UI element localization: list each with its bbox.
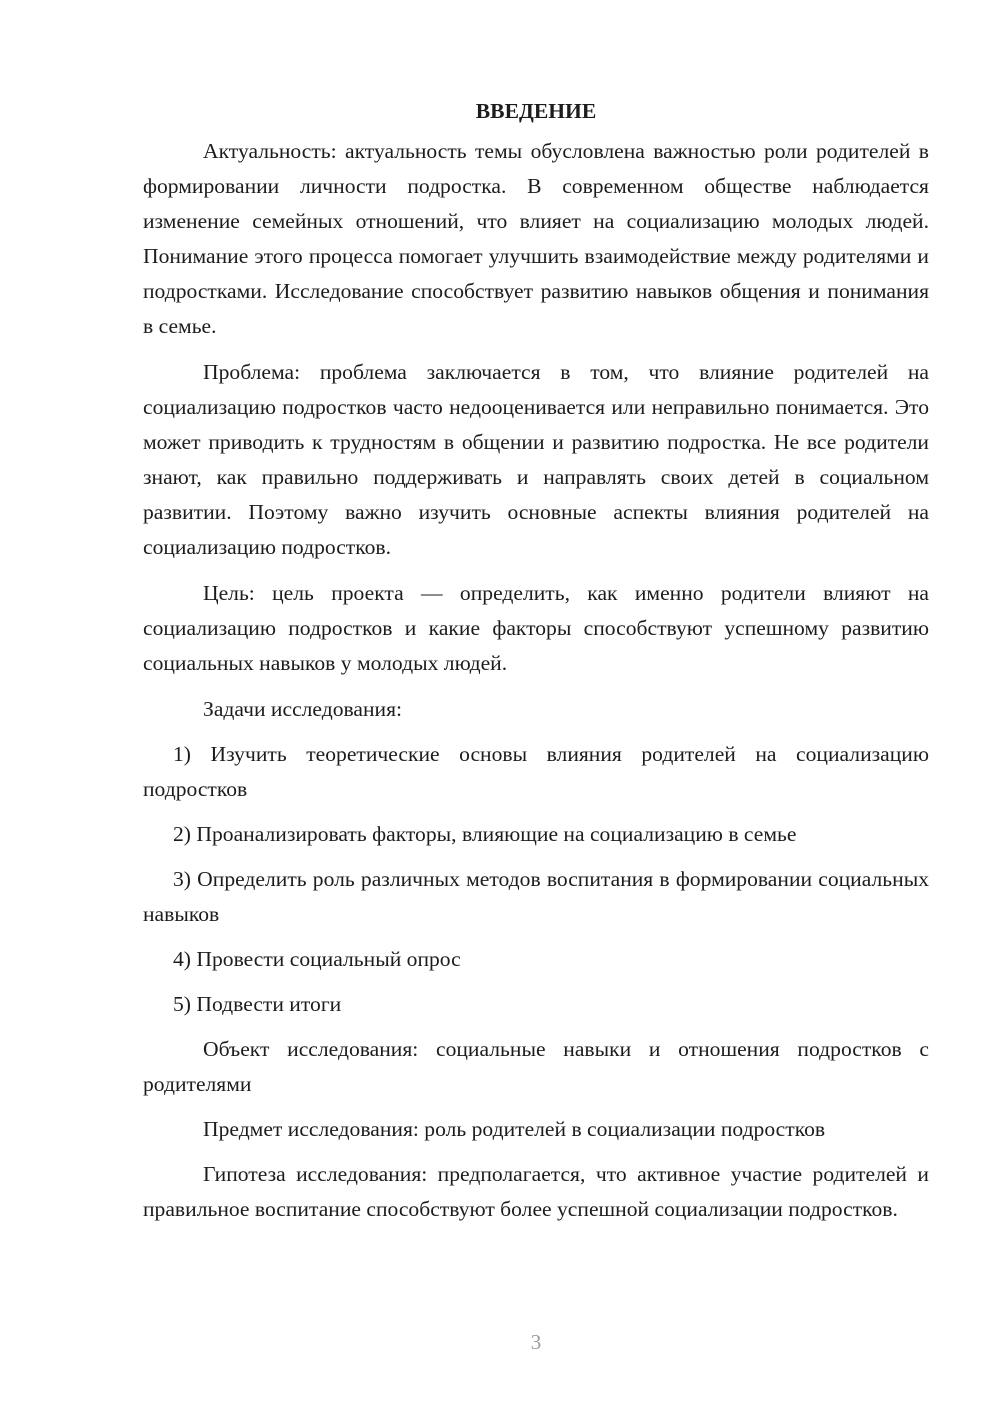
section-heading: ВВЕДЕНИЕ — [475, 99, 597, 123]
object-paragraph: Объект исследования: социальные навыки и отношения подростков с родителями — [143, 1037, 929, 1096]
task-item-3: 3) Определить роль различных методов воспитания в формировании социальных навыков — [143, 867, 929, 926]
subject-paragraph: Предмет исследования: роль родителей в социализации подростков — [203, 1117, 826, 1141]
page-number: 3 — [530, 1330, 542, 1354]
document-page — [143, 94, 929, 1238]
task-item-5: 5) Подвести итоги — [173, 992, 342, 1016]
task-item-1: 1) Изучить теоретические основы влияния родителей на социализацию подростков — [143, 742, 929, 801]
problem-paragraph: Проблема: проблема заключается в том, что влияние родителей на социализацию подростков часто недооценивается или неправильно понимается. Это может приводить к трудностям в общении и развитию подростка. Не все родители знают, как правильно поддерживать и направлять своих детей в социальном развитии. Поэтому важно изучить основные аспекты влияния родителей на социализацию подростков. — [143, 360, 929, 559]
task-item-4: 4) Провести социальный опрос — [173, 947, 461, 971]
relevance-paragraph: Актуальность: актуальность темы обусловлена важностью роли родителей в формировании личности подростка. В современном обществе наблюдается изменение семейных отношений, что влияет на социализацию молодых людей. Понимание этого процесса помогает улучшить взаимодействие между родителями и подростками. Исследование способствует развитию навыков общения и понимания в семье. — [143, 139, 929, 338]
goal-paragraph: Цель: цель проекта — определить, как именно родители влияют на социализацию подростков и какие факторы способствуют успешному развитию социальных навыков у молодых людей. — [143, 581, 929, 675]
tasks-heading: Задачи исследования: — [203, 697, 403, 721]
task-item-2: 2) Проанализировать факторы, влияющие на социализацию в семье — [173, 822, 797, 846]
hypothesis-paragraph: Гипотеза исследования: предполагается, что активное участие родителей и правильное воспитание способствуют более успешной социализации подростков. — [143, 1162, 929, 1221]
